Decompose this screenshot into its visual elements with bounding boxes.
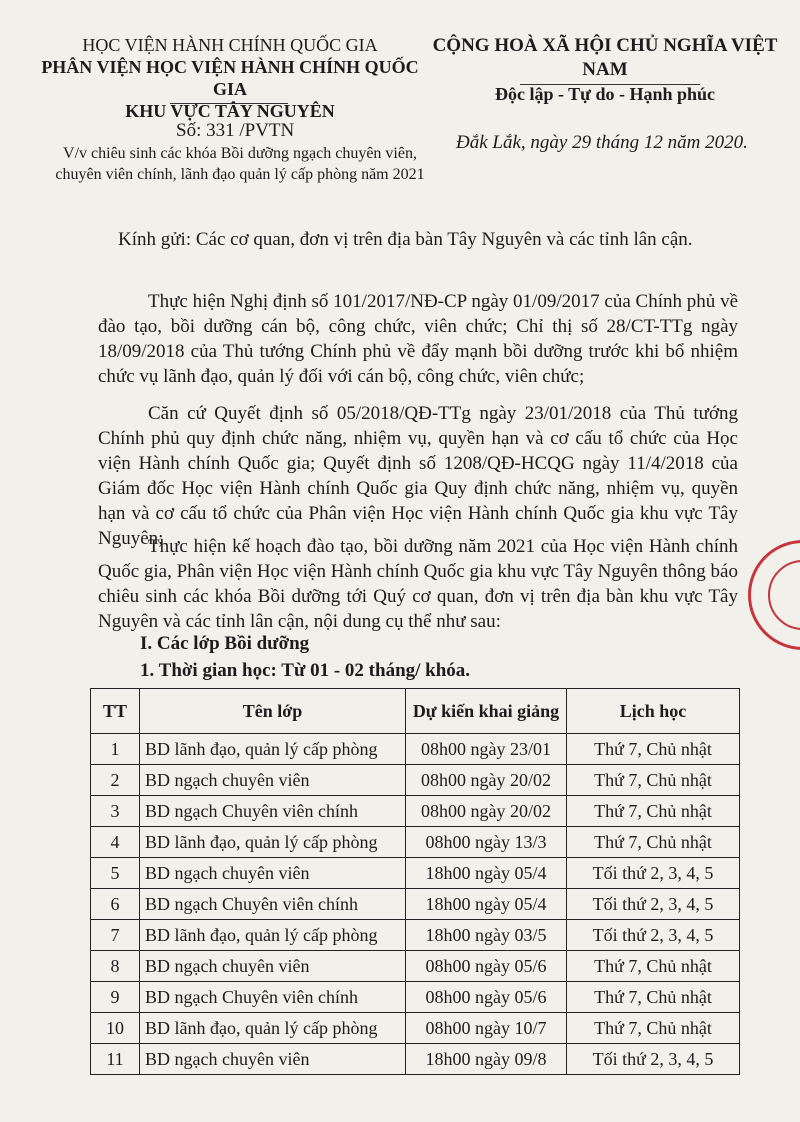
table-row	[91, 982, 740, 1013]
cell-schedule: Thứ 7, Chủ nhật	[567, 951, 740, 982]
header-tt: TT	[91, 689, 140, 734]
issuer-header	[40, 34, 420, 122]
cell-schedule: Thứ 7, Chủ nhật	[567, 1013, 740, 1044]
course-schedule-table	[90, 688, 740, 1075]
cell-opening: 18h00 ngày 03/5	[406, 920, 567, 951]
cell-class-name: BD lãnh đạo, quản lý cấp phòng	[140, 734, 406, 765]
table-row	[91, 1044, 740, 1075]
cell-class-name: BD ngạch Chuyên viên chính	[140, 982, 406, 1013]
cell-schedule: Thứ 7, Chủ nhật	[567, 765, 740, 796]
table-header-row	[91, 689, 740, 734]
cell-tt: 11	[91, 1044, 140, 1075]
national-title: CỘNG HOÀ XÃ HỘI CHỦ NGHĨA VIỆT NAM	[432, 35, 778, 80]
cell-schedule: Tối thứ 2, 3, 4, 5	[567, 858, 740, 889]
cell-tt: 6	[91, 889, 140, 920]
table-row	[91, 1013, 740, 1044]
cell-schedule: Thứ 7, Chủ nhật	[567, 734, 740, 765]
cell-schedule: Thứ 7, Chủ nhật	[567, 827, 740, 858]
header-opening: Dự kiến khai giảng	[406, 689, 567, 734]
issuer-underline	[170, 103, 288, 104]
cell-tt: 1	[91, 734, 140, 765]
cell-tt: 9	[91, 982, 140, 1013]
cell-schedule: Tối thứ 2, 3, 4, 5	[567, 1044, 740, 1075]
header-schedule: Lịch học	[567, 689, 740, 734]
table-row	[91, 796, 740, 827]
cell-class-name: BD ngạch chuyên viên	[140, 858, 406, 889]
cell-opening: 08h00 ngày 10/7	[406, 1013, 567, 1044]
cell-opening: 08h00 ngày 23/01	[406, 734, 567, 765]
cell-tt: 3	[91, 796, 140, 827]
recipient-line: Kính gửi: Các cơ quan, đơn vị trên địa bàn Tây Nguyên và các tỉnh lân cận.	[118, 229, 693, 250]
cell-opening: 08h00 ngày 20/02	[406, 796, 567, 827]
cell-class-name: BD ngạch Chuyên viên chính	[140, 889, 406, 920]
table-row	[91, 951, 740, 982]
table-row	[91, 889, 740, 920]
table-row	[91, 858, 740, 889]
cell-class-name: BD lãnh đạo, quản lý cấp phòng	[140, 1013, 406, 1044]
cell-opening: 08h00 ngày 05/6	[406, 982, 567, 1013]
cell-schedule: Thứ 7, Chủ nhật	[567, 796, 740, 827]
table-row	[91, 734, 740, 765]
cell-class-name: BD ngạch Chuyên viên chính	[140, 796, 406, 827]
cell-class-name: BD ngạch chuyên viên	[140, 951, 406, 982]
cell-tt: 10	[91, 1013, 140, 1044]
table-row	[91, 920, 740, 951]
national-motto: Độc lập - Tự do - Hạnh phúc	[494, 84, 716, 104]
cell-tt: 8	[91, 951, 140, 982]
table-row	[91, 765, 740, 796]
document-number: Số: 331 /PVTN	[176, 120, 295, 141]
cell-opening: 08h00 ngày 20/02	[406, 765, 567, 796]
cell-class-name: BD ngạch chuyên viên	[140, 1044, 406, 1075]
document-subject: V/v chiêu sinh các khóa Bồi dưỡng ngạch chuyên viên, chuyên viên chính, lãnh đạo quản lý cấp phòng năm 2021	[55, 145, 425, 183]
cell-schedule: Tối thứ 2, 3, 4, 5	[567, 920, 740, 951]
paragraph-legal-basis-1: Thực hiện Nghị định số 101/2017/NĐ-CP ngày 01/09/2017 của Chính phủ về đào tạo, bồi dưỡng cán bộ, công chức, viên chức; Chỉ thị số 28/CT-TTg ngày 18/09/2018 của Thủ tướng Chính phủ về đẩy mạnh bồi dưỡng trước khi bổ nhiệm chức vụ lãnh đạo, quản lý đối với cán bộ, công chức, viên chức;	[98, 291, 738, 387]
issuer-region: KHU VỰC TÂY NGUYÊN	[125, 101, 335, 121]
paragraph-announcement: Thực hiện kế hoạch đào tạo, bồi dưỡng năm 2021 của Học viện Hành chính Quốc gia, Phân viện Học viện Hành chính Quốc gia khu vực Tây Nguyên thông báo chiêu sinh các khóa Bồi dưỡng tới Quý cơ quan, đơn vị trên địa bàn khu vực Tây Nguyên và các tỉnh lân cận, nội dung cụ thể như sau:	[98, 536, 738, 632]
cell-tt: 7	[91, 920, 140, 951]
cell-schedule: Thứ 7, Chủ nhật	[567, 982, 740, 1013]
cell-opening: 18h00 ngày 05/4	[406, 858, 567, 889]
cell-opening: 08h00 ngày 05/6	[406, 951, 567, 982]
issuer-branch: PHÂN VIỆN HỌC VIỆN HÀNH CHÍNH QUỐC GIA	[41, 57, 419, 99]
cell-tt: 4	[91, 827, 140, 858]
subsection-heading: 1. Thời gian học: Từ 01 - 02 tháng/ khóa.	[140, 660, 471, 681]
table-row	[91, 827, 740, 858]
date-line: Đắk Lắk, ngày 29 tháng 12 năm 2020.	[456, 132, 748, 153]
header-class-name: Tên lớp	[140, 689, 406, 734]
cell-schedule: Tối thứ 2, 3, 4, 5	[567, 889, 740, 920]
cell-opening: 18h00 ngày 09/8	[406, 1044, 567, 1075]
cell-class-name: BD lãnh đạo, quản lý cấp phòng	[140, 827, 406, 858]
motto-underline	[520, 84, 700, 85]
cell-tt: 5	[91, 858, 140, 889]
paragraph-legal-basis-2: Căn cứ Quyết định số 05/2018/QĐ-TTg ngày 23/01/2018 của Thủ tướng Chính phủ quy định chức năng, nhiệm vụ, quyền hạn và cơ cấu tổ chức của Học viện Hành chính Quốc gia; Quyết định số 1208/QĐ-HCQG ngày 11/4/2018 của Giám đốc Học viện Hành chính Quốc gia Quy định chức năng, nhiệm vụ, quyền hạn và cơ cấu tổ chức của Phân viện Học viện Hành chính Quốc gia khu vực Tây Nguyên;	[98, 403, 738, 549]
cell-tt: 2	[91, 765, 140, 796]
cell-opening: 08h00 ngày 13/3	[406, 827, 567, 858]
section-heading: I. Các lớp Bồi dưỡng	[140, 633, 310, 654]
national-header	[425, 34, 785, 106]
issuer-parent: HỌC VIỆN HÀNH CHÍNH QUỐC GIA	[82, 35, 378, 55]
cell-class-name: BD ngạch chuyên viên	[140, 765, 406, 796]
cell-opening: 18h00 ngày 05/4	[406, 889, 567, 920]
cell-class-name: BD lãnh đạo, quản lý cấp phòng	[140, 920, 406, 951]
